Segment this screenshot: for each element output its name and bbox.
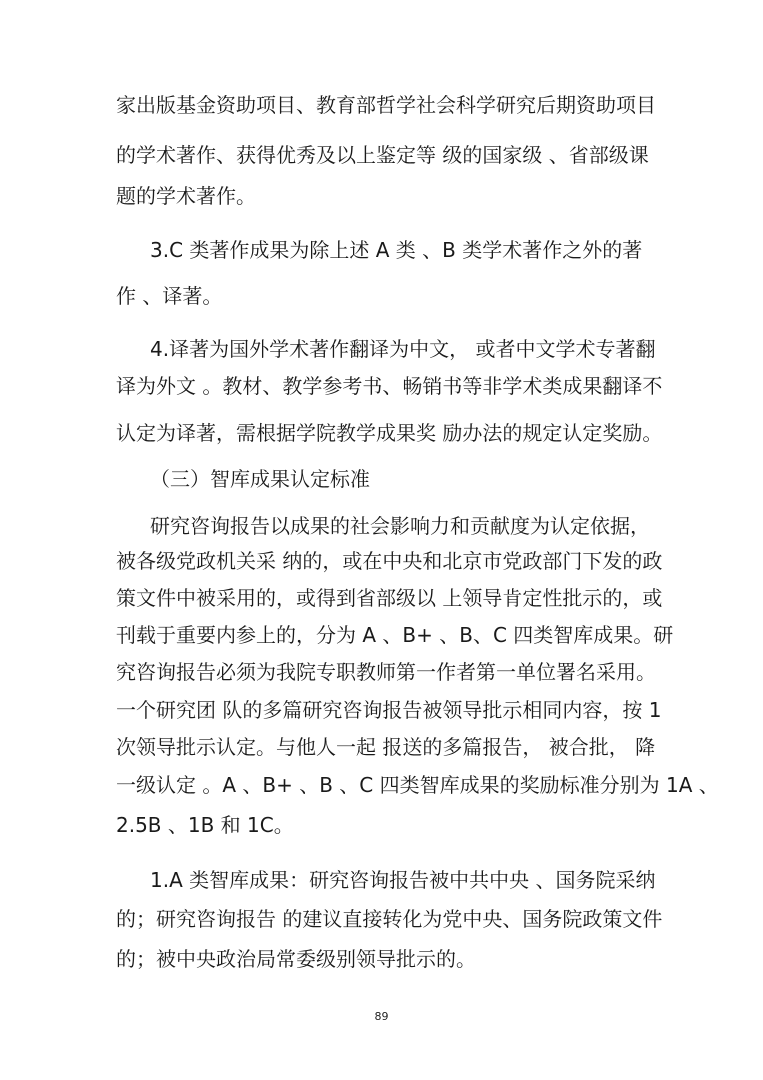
body-line: 认定为译著，需根据学院教学成果奖 励办法的规定认定奖励。 [116, 421, 663, 445]
body-line: 一个研究团 队的多篇研究咨询报告被领导批示相同内容，按 1 [116, 698, 662, 722]
body-line: 一级认定 。A 、B+ 、B 、C 四类智库成果的奖励标准分别为 1A 、 [116, 773, 719, 797]
body-line: 4.译著为国外学术著作翻译为中文， 或者中文学术专著翻 [150, 337, 656, 361]
body-line: 题的学术著作。 [116, 184, 256, 208]
section-heading: （三）智库成果认定标准 [150, 467, 370, 491]
body-line: 3.C 类著作成果为除上述 A 类 、B 类学术著作之外的著 [150, 238, 643, 262]
page-number: 89 [374, 1010, 389, 1023]
body-line: 作 、译著。 [116, 284, 223, 308]
body-line: 1.A 类智库成果：研究咨询报告被中共中央 、国务院采纳 [150, 868, 656, 892]
body-line: 的；研究咨询报告 的建议直接转化为党中央、国务院政策文件 [116, 907, 663, 931]
body-line: 译为外文 。教材、教学参考书、畅销书等非学术类成果翻译不 [116, 374, 663, 398]
body-line: 的；被中央政治局常委级别领导批示的。 [116, 947, 476, 971]
body-line: 被各级党政机关采 纳的，或在中央和北京市党政部门下发的政 [116, 549, 663, 573]
body-line: 家出版基金资助项目、教育部哲学社会科学研究后期资助项目 [116, 93, 656, 117]
body-line: 的学术著作、获得优秀及以上鉴定等 级的国家级 、省部级课 [116, 143, 649, 167]
body-line: 刊载于重要内参上的，分为 A 、B+ 、B、C 四类智库成果。研 [116, 623, 674, 647]
body-line: 策文件中被采用的，或得到省部级以 上领导肯定性批示的，或 [116, 586, 663, 610]
body-line: 研究咨询报告以成果的社会影响力和贡献度为认定依据， [150, 514, 650, 538]
body-line: 究咨询报告必须为我院专职教师第一作者第一单位署名采用。 [116, 660, 656, 684]
body-line: 2.5B 、1B 和 1C。 [116, 813, 294, 837]
body-line: 次领导批示认定。与他人一起 报送的多篇报告， 被合批， 降 [116, 735, 656, 759]
